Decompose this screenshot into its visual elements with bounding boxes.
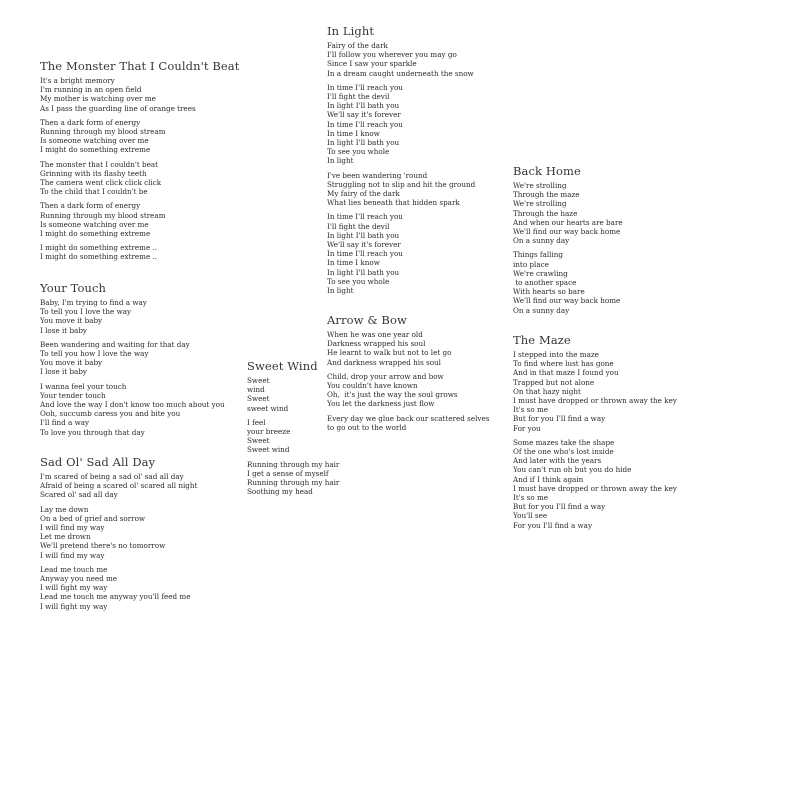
lyric-line: We'll pretend there's no tomorrow: [40, 541, 166, 551]
lyric-line: To tell you I love the way: [40, 307, 132, 317]
lyric-line: Is someone watching over me: [40, 136, 149, 146]
lyric-line: We're strolling: [513, 181, 567, 190]
song-title: Arrow & Bow: [327, 313, 407, 327]
lyric-line: Of the one who's lost inside: [513, 447, 614, 457]
lyric-line: I will fight my way: [40, 583, 108, 593]
song-title: The Monster That I Couldn't Beat: [40, 59, 240, 73]
lyric-line: To see you whole: [327, 147, 390, 157]
lyric-line: into place: [513, 259, 549, 269]
lyric-line: You can't run oh but you do hide: [513, 465, 632, 475]
song-sweet-wind: [247, 359, 339, 501]
stanza: [327, 171, 475, 208]
lyric-line: Sweet: [247, 394, 270, 404]
lyric-line: Grinning with its flashy teeth: [40, 168, 147, 178]
lyric-line: And when our hearts are bare: [513, 217, 623, 227]
lyric-line: In light I'll bath you: [327, 101, 400, 111]
lyric-line: wind: [247, 385, 265, 395]
lyric-line: I'll follow you wherever you may go: [327, 50, 457, 60]
stanza: [513, 350, 677, 433]
lyric-line: And later with the years: [513, 456, 602, 466]
lyric-line: We'll find our way back home: [513, 227, 621, 237]
lyric-line: On a sunny day: [513, 236, 570, 246]
lyric-line: I will fight my way: [40, 601, 108, 611]
stanza: [327, 372, 489, 409]
lyric-line: I must have dropped or thrown away the key: [513, 396, 677, 406]
stanza: [40, 118, 239, 155]
song-arrow-bow: [327, 313, 489, 437]
lyric-line: To see you whole: [327, 276, 390, 286]
lyric-line: To love you through that day: [40, 427, 145, 437]
lyric-line: I will find my way: [40, 523, 105, 533]
lyric-line: Trapped but not alone: [513, 377, 595, 387]
lyric-line: In light I'll bath you: [327, 267, 400, 277]
lyric-line: Then a dark form of energy: [40, 117, 141, 127]
song-back-home: [513, 164, 623, 320]
lyric-line: We'll say it's forever: [327, 240, 401, 250]
lyric-line: Sweet: [247, 376, 270, 385]
stanza: [247, 418, 339, 455]
lyric-line: Lay me down: [40, 504, 89, 514]
stanza: [40, 565, 197, 611]
lyric-line: I'll fight the devil: [327, 221, 390, 231]
lyric-line: Through the haze: [513, 208, 578, 218]
stanza: [40, 472, 197, 500]
lyric-line: For you I'll find a way: [513, 520, 593, 530]
lyric-line: But for you I'll find a way: [513, 502, 606, 512]
song-in-light: [327, 24, 475, 300]
stanza: [40, 382, 225, 437]
lyric-line: Sweet: [247, 436, 270, 446]
lyric-line: In time I'll reach you: [327, 82, 403, 92]
lyric-line: Scared ol' sad all day: [40, 490, 118, 500]
lyric-line: Ooh, succumb caress you and bite you: [40, 409, 181, 419]
lyric-line: Some mazes take the shape: [513, 437, 615, 447]
lyric-line: I might do something extreme ..: [40, 252, 158, 262]
stanza: [513, 438, 677, 530]
lyric-line: Lead me touch me: [40, 564, 108, 574]
lyric-line: We'll find our way back home: [513, 296, 621, 306]
lyric-line: I lose it baby: [40, 325, 87, 335]
lyric-line: You move it baby: [40, 316, 103, 326]
lyric-line: Your tender touch: [40, 390, 106, 400]
song-title: Your Touch: [40, 281, 107, 295]
lyric-line: What lies beneath that hidden spark: [327, 198, 460, 208]
stanza: [40, 340, 225, 377]
lyric-line: Darkness wrapped his soul: [327, 339, 426, 349]
lyric-line: On a sunny day: [513, 305, 570, 315]
lyric-line: It's a bright memory: [40, 76, 115, 85]
lyric-line: To find where lust has gone: [513, 359, 614, 369]
lyric-line: Been wandering and waiting for that day: [40, 339, 190, 349]
lyric-line: With hearts so bare: [513, 287, 585, 297]
lyric-line: In time I know: [327, 128, 380, 138]
lyric-line: Every day we glue back our scattered selves: [327, 413, 490, 423]
lyric-line: You'll see: [513, 511, 548, 521]
lyric-line: We'll say it's forever: [327, 110, 401, 120]
lyric-line: On a bed of grief and sorrow: [40, 513, 146, 523]
stanza: [327, 83, 475, 166]
lyric-line: Things falling: [513, 250, 563, 260]
lyric-line: But for you I'll find a way: [513, 414, 606, 424]
stanza: [40, 505, 197, 560]
song-title: Back Home: [513, 164, 581, 178]
stanza: [327, 212, 475, 295]
lyric-line: My mother is watching over me: [40, 94, 156, 104]
lyric-line: Oh, it's just the way the soul grows: [327, 390, 458, 400]
lyric-line: It's so me: [513, 493, 549, 503]
lyric-line: Running through my blood stream: [40, 127, 166, 137]
lyric-line: I will find my way: [40, 550, 105, 560]
lyric-line: You move it baby: [40, 358, 103, 368]
lyric-line: My fairy of the dark: [327, 189, 400, 199]
lyric-line: In time I know: [327, 258, 380, 268]
lyric-line: Let me drown: [40, 532, 91, 542]
lyric-line: In a dream caught underneath the snow: [327, 68, 474, 78]
lyric-line: I'll find a way: [40, 418, 90, 428]
lyric-line: Soothing my head: [247, 487, 313, 497]
lyric-line: I lose it baby: [40, 367, 87, 377]
lyric-line: Child, drop your arrow and bow: [327, 371, 444, 381]
stanza: [513, 250, 623, 314]
lyric-line: I must have dropped or thrown away the key: [513, 483, 677, 493]
stanza: [40, 243, 239, 261]
lyric-line: sweet wind: [247, 403, 289, 413]
lyric-line: I get a sense of myself: [247, 468, 329, 478]
song-monster: [40, 59, 239, 267]
lyric-line: I wanna feel your touch: [40, 381, 127, 391]
lyric-line: Baby, I'm trying to find a way: [40, 298, 147, 307]
lyric-line: Sweet wind: [247, 445, 290, 455]
lyric-line: In time I'll reach you: [327, 212, 403, 222]
lyric-line: Anyway you need me: [40, 574, 118, 584]
lyric-line: And love the way I don't know too much about you: [40, 400, 225, 410]
stanza: [40, 76, 239, 113]
song-title: In Light: [327, 24, 375, 38]
lyric-line: I might do something extreme ..: [40, 243, 158, 253]
lyric-line: I'm scared of being a sad ol' sad all day: [40, 472, 184, 481]
lyric-line: In light: [327, 156, 354, 166]
song-title: Sweet Wind: [247, 359, 318, 373]
lyric-line: For you: [513, 423, 541, 433]
lyric-line: Lead me touch me anyway you'll feed me: [40, 592, 191, 602]
lyric-line: I stepped into the maze: [513, 350, 599, 359]
lyric-line: to go out to the world: [327, 422, 407, 432]
lyric-line: I feel: [247, 417, 266, 427]
lyric-line: Is someone watching over me: [40, 219, 149, 229]
lyric-line: We're strolling: [513, 199, 567, 209]
lyric-line: Through the maze: [513, 190, 580, 200]
lyric-line: Afraid of being a scared ol' scared all night: [40, 481, 198, 491]
lyric-line: The camera went click click click: [40, 178, 162, 188]
lyric-line: And darkness wrapped his soul: [327, 357, 441, 367]
lyric-line: He learnt to walk but not to let go: [327, 348, 452, 358]
lyric-line: Running through my blood stream: [40, 210, 166, 220]
lyric-line: To tell you how I love the way: [40, 349, 149, 359]
lyric-line: It's so me: [513, 405, 549, 415]
song-your-touch: [40, 281, 225, 442]
stanza: [40, 160, 239, 197]
lyric-line: And in that maze I found you: [513, 368, 619, 378]
stanza: [327, 414, 489, 432]
lyric-line: your breeze: [247, 427, 291, 437]
lyric-line: I might do something extreme: [40, 229, 151, 239]
lyric-line: Since I saw your sparkle: [327, 59, 417, 69]
song-the-maze: [513, 333, 677, 535]
lyric-line: You couldn't have known: [327, 381, 418, 391]
lyric-line: In light I'll bath you: [327, 230, 400, 240]
song-sad-ol-sad-all-day: [40, 455, 197, 616]
lyric-line: In time I'll reach you: [327, 249, 403, 259]
stanza: [327, 41, 475, 78]
stanza: [247, 460, 339, 497]
lyric-line: In light: [327, 286, 354, 296]
stanza: [327, 330, 489, 367]
lyric-line: Fairy of the dark: [327, 41, 388, 50]
lyric-line: I might do something extreme: [40, 145, 151, 155]
lyric-line: And if I think again: [513, 474, 584, 484]
stanza: [40, 298, 225, 335]
lyric-line: In light I'll bath you: [327, 138, 400, 148]
lyric-line: When he was one year old: [327, 330, 423, 339]
stanza: [40, 201, 239, 238]
lyric-line: On that hazy night: [513, 386, 581, 396]
lyric-line: I'm running in an open field: [40, 85, 142, 95]
lyric-line: Then a dark form of energy: [40, 201, 141, 211]
stanza: [513, 181, 623, 245]
song-title: The Maze: [513, 333, 571, 347]
lyric-line: I've been wandering 'round: [327, 170, 428, 180]
lyric-line: In time I'll reach you: [327, 119, 403, 129]
lyric-line: As I pass the guarding line of orange trees: [40, 103, 196, 113]
lyric-line: Running through my hair: [247, 478, 340, 488]
lyric-line: I'll fight the devil: [327, 92, 390, 102]
stanza: [247, 376, 339, 413]
lyric-line: The monster that I couldn't beat: [40, 159, 159, 169]
lyric-line: We're crawling: [513, 268, 568, 278]
lyric-line: You let the darkness just flow: [327, 399, 435, 409]
song-title: Sad Ol' Sad All Day: [40, 455, 156, 469]
lyric-line: Running through my hair: [247, 459, 340, 469]
lyric-line: to another space: [513, 278, 577, 288]
lyric-line: To the child that I couldn't be: [40, 187, 148, 197]
lyric-line: Struggling not to slip and hit the ground: [327, 179, 476, 189]
